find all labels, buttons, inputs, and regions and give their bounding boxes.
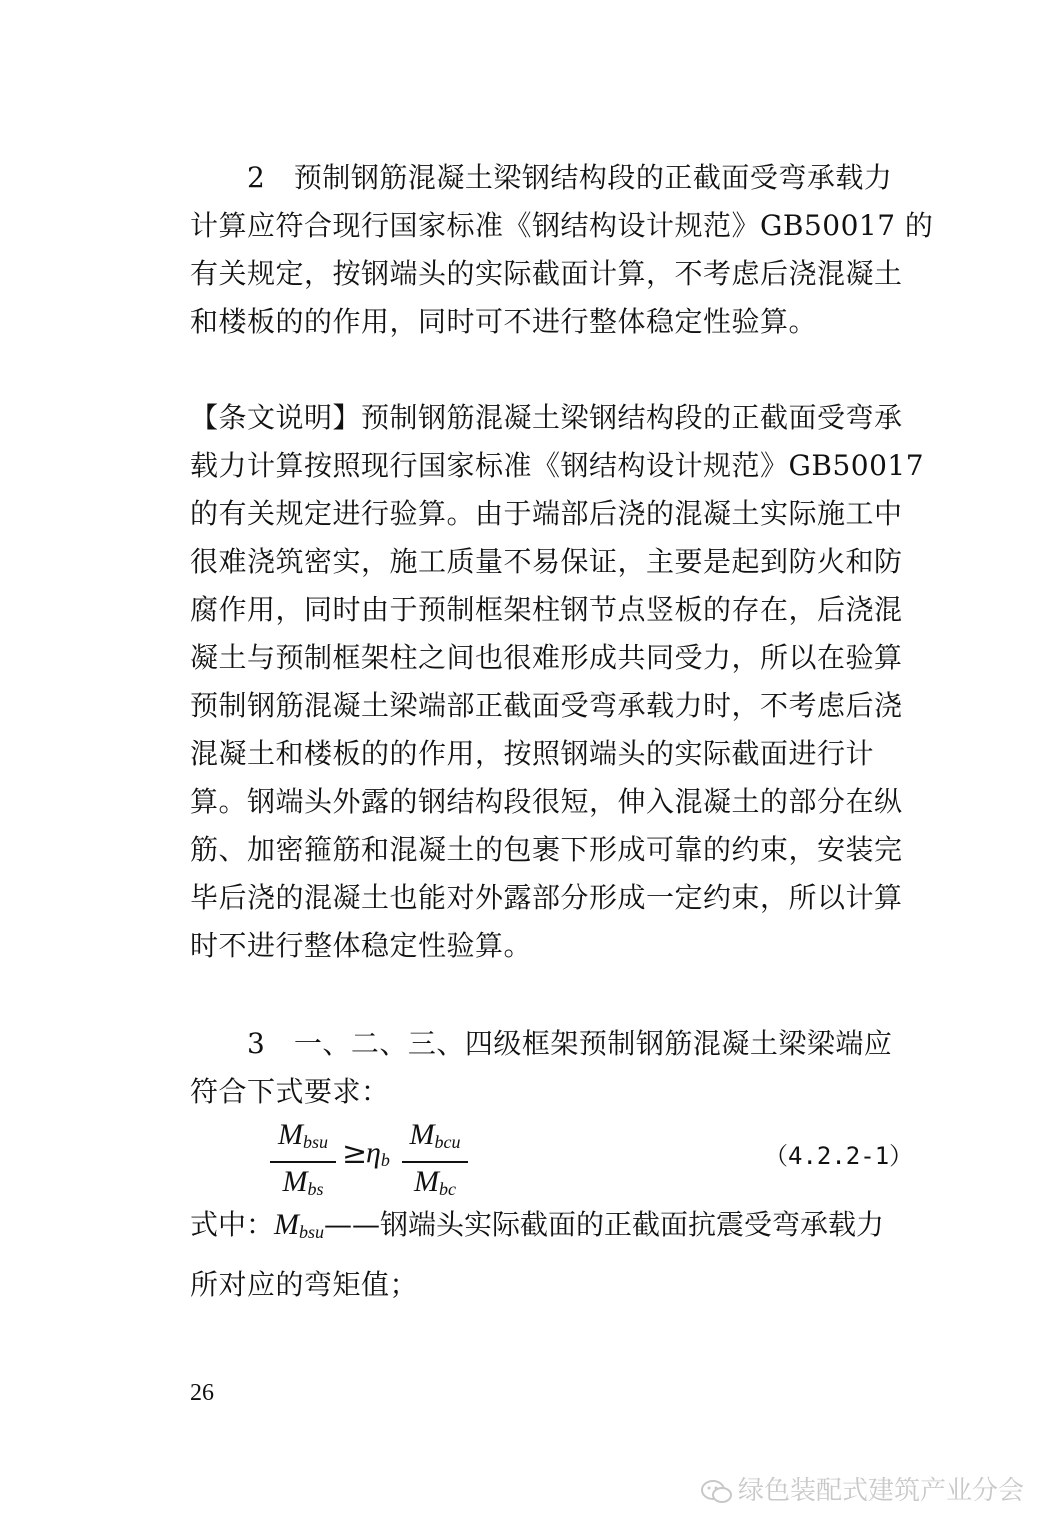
right-num-sub: bcu — [434, 1132, 461, 1152]
where-clause — [190, 1205, 884, 1252]
eta-sub: b — [380, 1150, 390, 1170]
where-definition-1: 钢端头实际截面的正截面抗震受弯承载力 — [380, 1208, 885, 1241]
equation-number: （4.2.2-1） — [764, 1142, 914, 1170]
commentary-line-4: 很难浇筑密实，施工质量不易保证，主要是起到防火和防 — [190, 545, 903, 578]
commentary-line-6: 凝土与预制框架柱之间也很难形成共同受力，所以在验算 — [190, 641, 903, 674]
right-den-base: M — [414, 1165, 439, 1198]
left-num-sub: bsu — [302, 1132, 328, 1152]
left-den-sub: bs — [307, 1179, 324, 1199]
section3-line-1: 3 一、二、三、四级框架预制钢筋混凝土梁梁端应 — [190, 1027, 893, 1060]
where-prefix: 式中： — [190, 1208, 275, 1241]
right-numerator — [402, 1118, 468, 1159]
page-number: 26 — [190, 1380, 214, 1406]
right-fraction — [402, 1118, 468, 1206]
commentary-line-7: 预制钢筋混凝土梁端部正截面受弯承载力时，不考虑后浇 — [190, 689, 903, 722]
commentary-line-9: 算。钢端头外露的钢结构段很短，伸入混凝土的部分在纵 — [190, 785, 903, 818]
wechat-icon — [700, 1479, 734, 1505]
where-symbol-base: M — [274, 1208, 300, 1241]
formula-4-2-2-1 — [270, 1118, 914, 1199]
commentary-line-1: 【条文说明】预制钢筋混凝土梁钢结构段的正截面受弯承 — [190, 401, 903, 434]
watermark-text: 绿色装配式建筑产业分会 — [738, 1476, 1025, 1506]
watermark — [700, 1470, 1024, 1507]
right-fraction-bar — [402, 1161, 468, 1163]
commentary-line-3: 的有关规定进行验算。由于端部后浇的混凝土实际施工中 — [190, 497, 903, 530]
right-num-base: M — [409, 1118, 435, 1151]
commentary-line-10: 筋、加密箍筋和混凝土的包裹下形成可靠的约束，安装完 — [190, 833, 903, 866]
where-dash: —— — [324, 1208, 381, 1241]
section2-line-3: 有关规定，按钢端头的实际截面计算，不考虑后浇混凝土 — [190, 257, 903, 290]
right-denominator — [402, 1165, 468, 1206]
eta-base: η — [366, 1136, 381, 1169]
left-numerator — [270, 1118, 336, 1159]
where-symbol-sub: bsu — [299, 1222, 325, 1242]
commentary-line-11: 毕后浇的混凝土也能对外露部分形成一定约束，所以计算 — [190, 881, 903, 914]
left-denominator — [270, 1165, 336, 1206]
eta-coefficient — [366, 1136, 390, 1171]
geq-symbol: ≥ — [342, 1136, 368, 1171]
section2-line-2: 计算应符合现行国家标准《钢结构设计规范》GB50017 的 — [190, 209, 934, 242]
commentary-line-2: 载力计算按照现行国家标准《钢结构设计规范》GB50017 — [190, 449, 925, 482]
left-den-base: M — [282, 1165, 308, 1198]
where-symbol — [274, 1208, 324, 1241]
commentary-line-8: 混凝土和楼板的的作用，按照钢端头的实际截面进行计 — [190, 737, 875, 770]
section2-line-4: 和楼板的的作用，同时可不进行整体稳定性验算。 — [190, 305, 818, 338]
section3-line-2: 符合下式要求： — [190, 1075, 390, 1108]
commentary-line-12: 时不进行整体稳定性验算。 — [190, 929, 533, 962]
left-num-base: M — [277, 1118, 303, 1151]
right-den-sub: bc — [439, 1179, 456, 1199]
section2-line-1: 2 预制钢筋混凝土梁钢结构段的正截面受弯承载力 — [190, 161, 893, 194]
left-fraction-bar — [270, 1161, 336, 1163]
commentary-line-5: 腐作用，同时由于预制框架柱钢节点竖板的存在，后浇混 — [190, 593, 903, 626]
where-definition-2: 所对应的弯矩值； — [190, 1268, 419, 1301]
left-fraction — [270, 1118, 336, 1206]
